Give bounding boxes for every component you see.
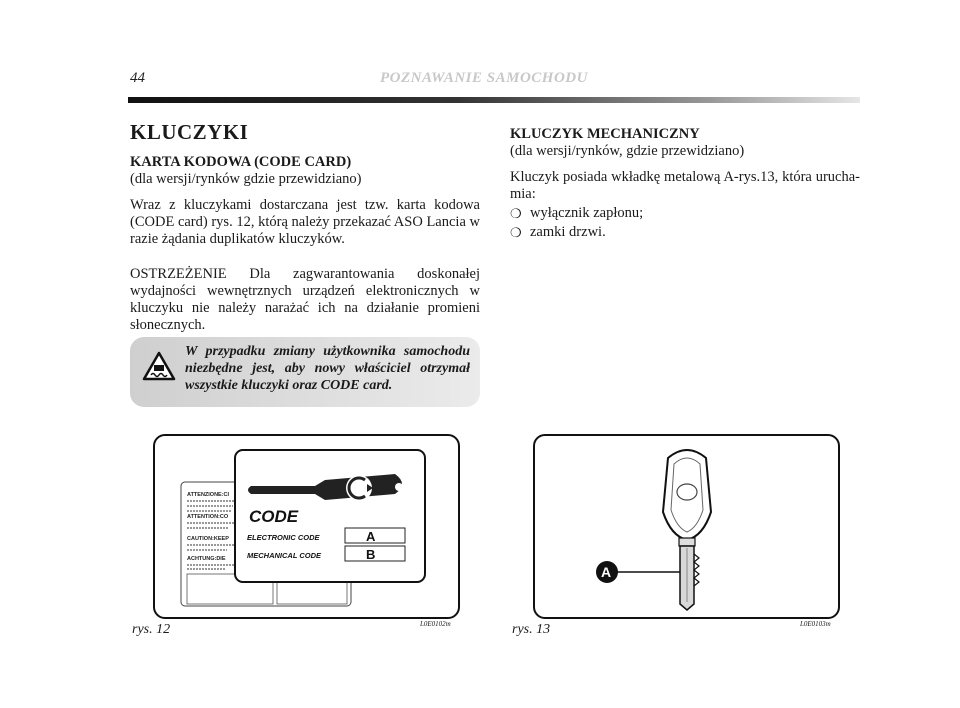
code-card-illustration <box>155 436 458 617</box>
code-card-subheading: KARTA KODOWA (CODE CARD) <box>130 154 352 170</box>
figure-caption: rys. 12 <box>132 622 171 637</box>
electronic-code-value: A <box>366 529 376 544</box>
bullet-icon: ❍ <box>510 225 522 240</box>
mechanical-code-label: MECHANICAL CODE <box>247 551 322 560</box>
header-rule <box>128 97 860 103</box>
section-heading: KLUCZYKI <box>130 120 249 144</box>
page-number: 44 <box>130 70 145 86</box>
warning-text: W przypadku zmiany użytkownika samochodu niezbędne jest, aby nowy właściciel otrzymał wszystkie kluczyki oraz CODE card. <box>185 344 470 393</box>
list-item <box>510 224 860 241</box>
figure-code-card <box>153 434 460 619</box>
back-line: ATTENZIONE:CI <box>187 492 230 498</box>
card-title: CODE <box>249 507 299 526</box>
figure-caption: rys. 13 <box>512 622 551 637</box>
figure-code: L0E0103m <box>800 620 831 628</box>
warning-paragraph: OSTRZEŻENIE Dla zagwarantowania doskonałej wydajności wewnętrznych urządzeń elektronicznych w kluczyku nie należy narażać ich na działanie promieni słonecznych. <box>130 266 480 333</box>
running-title: POZNAWANIE SAMOCHODU <box>380 70 588 86</box>
bullet-icon: ❍ <box>510 206 522 221</box>
list-item <box>510 205 860 222</box>
left-column <box>130 120 480 334</box>
back-line: ACHTUNG:DIE <box>187 556 226 562</box>
back-line: CAUTION:KEEP <box>187 536 229 542</box>
code-card-note: (dla wersji/rynków gdzie przewidziano) <box>130 171 362 187</box>
list-item-text: zamki drzwi. <box>530 224 606 240</box>
figure-mechanical-key <box>533 434 840 619</box>
electronic-code-label: ELECTRONIC CODE <box>247 533 320 542</box>
right-column <box>510 126 860 241</box>
figure-code: L0E0102m <box>420 620 451 628</box>
list-item-text: wyłącznik zapłonu; <box>530 205 644 221</box>
mechanical-key-illustration <box>535 436 838 617</box>
mechanical-code-value: B <box>366 547 376 562</box>
warning-triangle-icon <box>142 351 176 386</box>
back-line: ATTENTION:CO <box>187 514 229 520</box>
mechanical-key-heading: KLUCZYK MECHANICZNY <box>510 126 700 142</box>
mechanical-key-note: (dla wersji/rynków, gdzie przewidziano) <box>510 143 745 159</box>
marker-label: A <box>601 564 612 580</box>
code-card-paragraph: Wraz z kluczykami dostarczana jest tzw. karta kodowa (CODE card) rys. 12, którą należy przekazać ASO Lancia w razie żądania duplikatów kluczyków. <box>130 197 480 247</box>
mechanical-key-paragraph: Kluczyk posiada wkładkę metalową A-rys.13, która uruchamia: <box>510 169 860 202</box>
